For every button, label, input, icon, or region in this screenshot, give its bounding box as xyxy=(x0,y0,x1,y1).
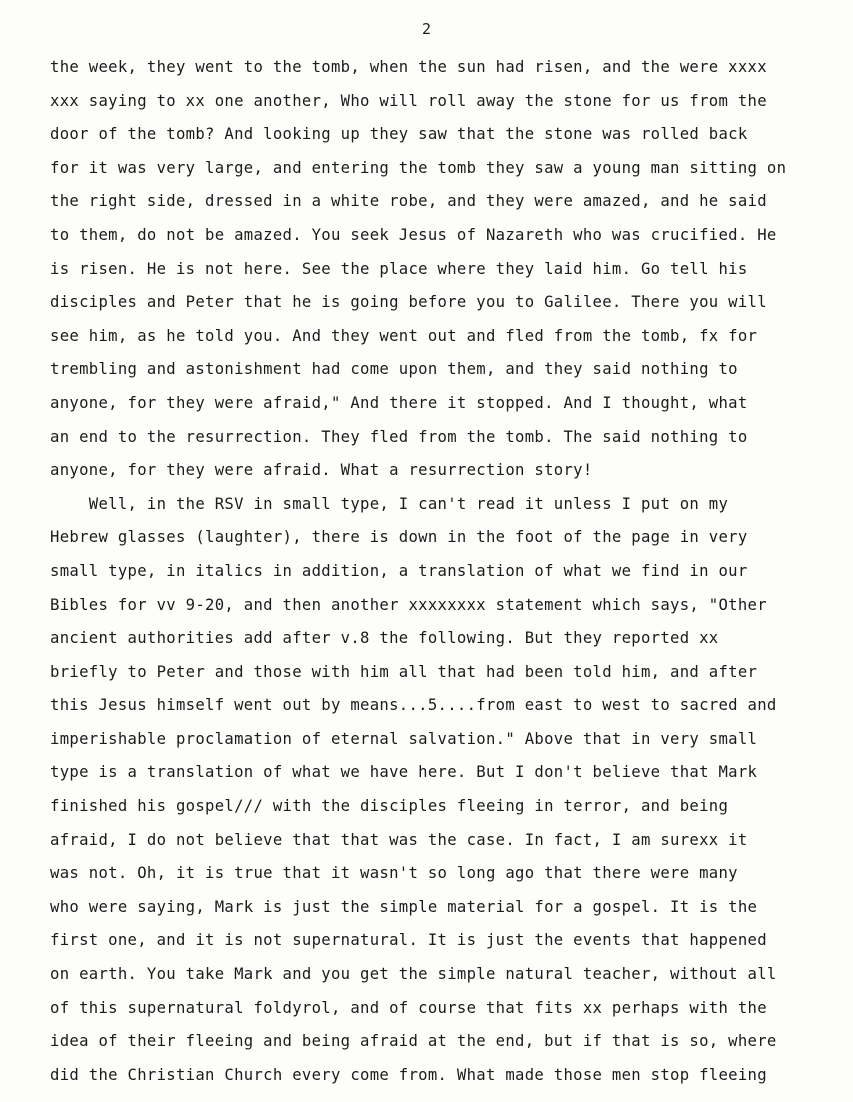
text-line: finished his gospel/// with the disciples fleeing in terror, and being xyxy=(50,797,729,816)
text-line: did the Christian Church every come from. What made those men stop fleeing xyxy=(50,1065,767,1084)
text-line: to them, do not be amazed. You seek Jesus of Nazareth who was crucified. He xyxy=(50,225,777,244)
text-line: was not. Oh, it is true that it wasn't so long ago that there were many xyxy=(50,864,738,883)
text-line: imperishable proclamation of eternal salvation." Above that in very small xyxy=(50,729,758,748)
text-line: Well, in the RSV in small type, I can't read it unless I put on my xyxy=(50,494,729,513)
text-line: disciples and Peter that he is going before you to Galilee. There you will xyxy=(50,293,767,312)
text-line: idea of their fleeing and being afraid at the end, but if that is so, where xyxy=(50,1032,777,1051)
text-line: is risen. He is not here. See the place where they laid him. Go tell his xyxy=(50,259,748,278)
text-line: who were saying, Mark is just the simple material for a gospel. It is the xyxy=(50,897,758,916)
text-line: xxx saying to xx one another, Who will roll away the stone for us from the xyxy=(50,91,767,110)
text-line: see him, as he told you. And they went out and fled from the tomb, fx for xyxy=(50,326,758,345)
text-line: briefly to Peter and those with him all that had been told him, and after xyxy=(50,662,758,681)
text-line: anyone, for they were afraid. What a resurrection story! xyxy=(50,461,593,480)
text-line: an end to the resurrection. They fled from the tomb. The said nothing to xyxy=(50,427,748,446)
text-line: the week, they went to the tomb, when the sun had risen, and the were xxxx xyxy=(50,58,767,76)
text-line: trembling and astonishment had come upon them, and they said nothing to xyxy=(50,360,738,379)
page-number: 2 xyxy=(421,20,432,38)
text-line: on earth. You take Mark and you get the simple natural teacher, without all xyxy=(50,965,777,984)
text-line: Hebrew glasses (laughter), there is down in the foot of the page in very xyxy=(50,528,748,547)
page-body-text xyxy=(50,56,840,1097)
text-line: first one, and it is not supernatural. It is just the events that happened xyxy=(50,931,767,950)
text-line: the right side, dressed in a white robe, and they were amazed, and he said xyxy=(50,192,767,211)
text-line: small type, in italics in addition, a translation of what we find in our xyxy=(50,561,748,580)
text-line: Bibles for vv 9-20, and then another xxxxxxxx statement which says, "Other xyxy=(50,595,767,614)
text-line: for it was very large, and entering the tomb they saw a young man sitting on xyxy=(50,158,787,177)
text-line: type is a translation of what we have here. But I don't believe that Mark xyxy=(50,763,758,782)
text-line: anyone, for they were afraid," And there it stopped. And I thought, what xyxy=(50,393,748,412)
text-line: door of the tomb? And looking up they saw that the stone was rolled back xyxy=(50,125,748,144)
text-line: afraid, I do not believe that that was the case. In fact, I am surexx it xyxy=(50,830,748,849)
text-line: ancient authorities add after v.8 the following. But they reported xx xyxy=(50,629,719,648)
text-line: this Jesus himself went out by means...5....from east to west to sacred and xyxy=(50,696,777,715)
text-line: of this supernatural foldyrol, and of course that fits xx perhaps with the xyxy=(50,998,767,1017)
